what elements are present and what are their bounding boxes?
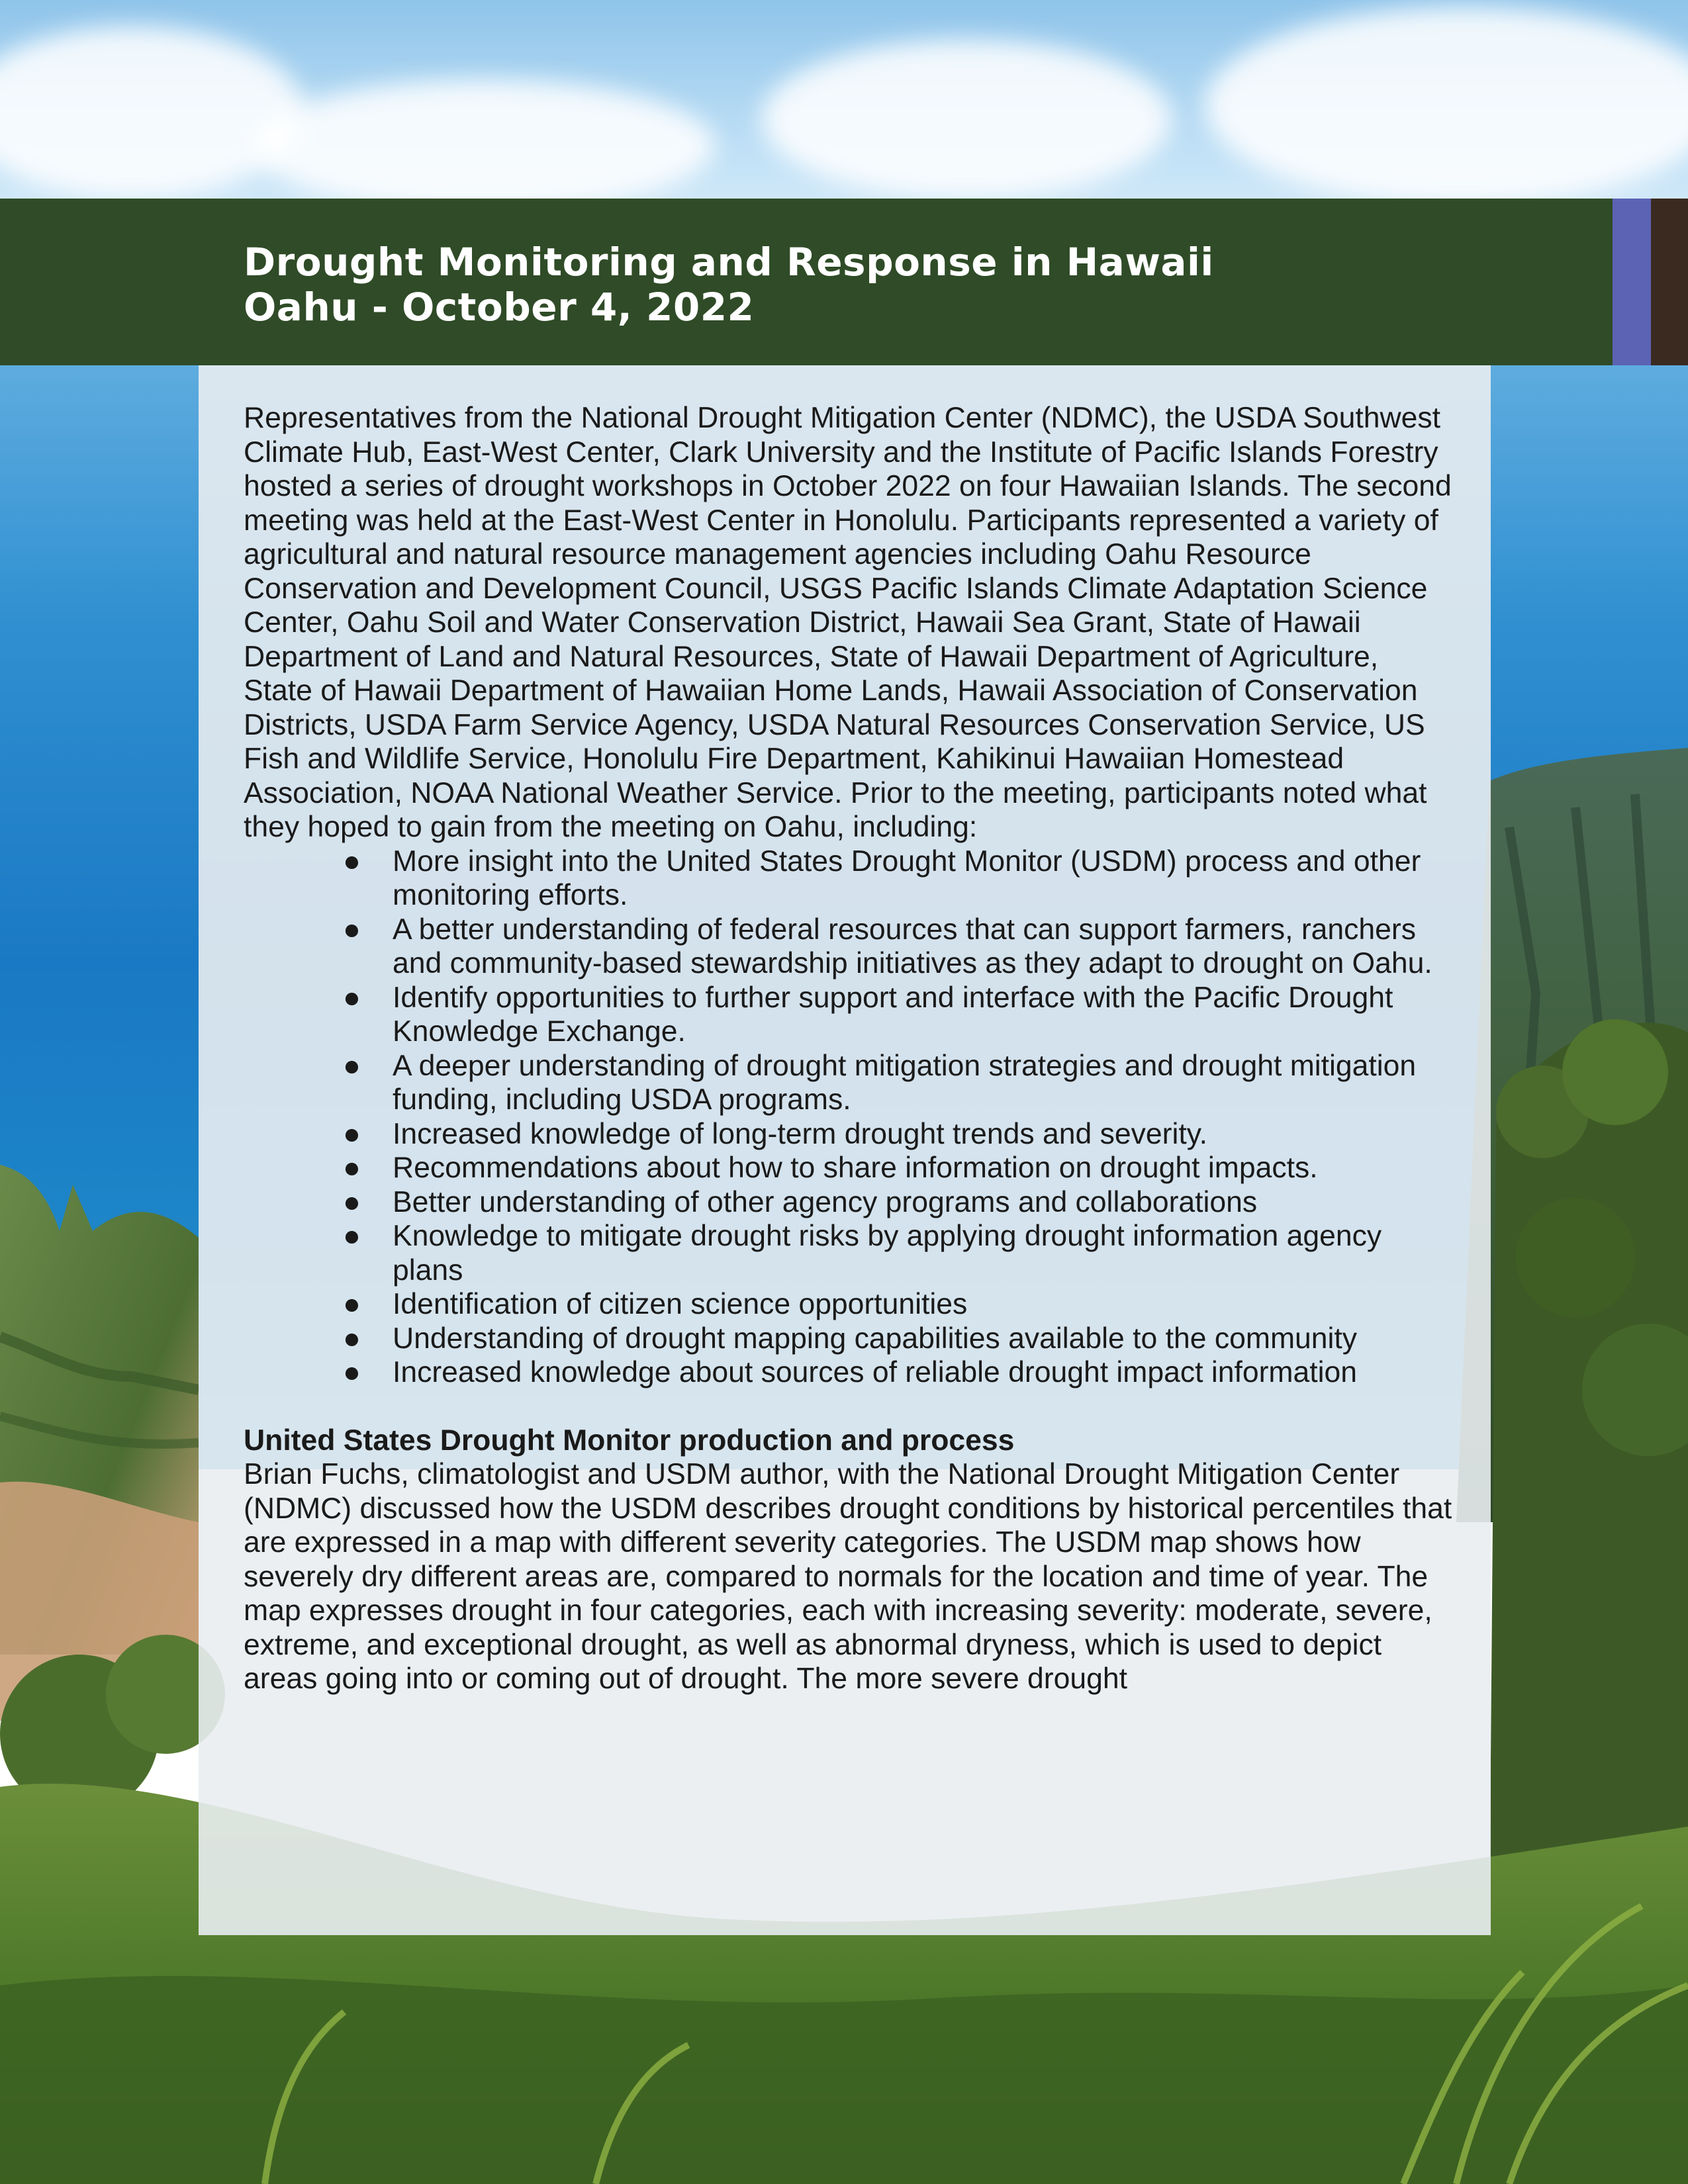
list-item: ● A deeper understanding of drought mitigation strategies and drought mitigation funding, including USDA programs. — [343, 1049, 1417, 1116]
spacer — [244, 1390, 1455, 1424]
page-title — [244, 240, 1214, 330]
list-item: ● Increased knowledge about sources of reliable drought impact information — [343, 1356, 1357, 1388]
section-heading: United States Drought Monitor production and process — [244, 1424, 1015, 1457]
bullet-icon: ● — [343, 1356, 361, 1388]
accent-stripe-blue — [1613, 199, 1651, 365]
bullet-icon: ● — [343, 844, 361, 878]
bullet-icon: ● — [343, 1185, 361, 1218]
title-line-1: Drought Monitoring and Response in Hawaii — [244, 240, 1214, 285]
goals-list — [244, 844, 1455, 1390]
intro-paragraph: Representatives from the National Drought Mitigation Center (NDMC), the USDA Southwest Climate Hub, East-West Center, Clark University and the Institute of Pacific Islands Forestry hosted a series of drought workshops in October 2022 on four Hawaiian Islands. The second meeting was held at the East-West Center in Honolulu. Participants represented a variety of agricultural and natural resource management agencies including Oahu Resource Conservation and Development Council, USGS Pacific Islands Climate Adaptation Science Center, Oahu Soil and Water Conservation District, Hawaii Sea Grant, State of Hawaii Department of Land and Natural Resources, State of Hawaii Department of Agriculture, State of Hawaii Department of Hawaiian Home Lands, Hawaii Association of Conservation Districts, USDA Farm Service Agency, USDA Natural Resources Conservation Service, US Fish and Wildlife Service, Honolulu Fire Department, Kahikinui Hawaiian Homestead Association, NOAA National Weather Service. Prior to the meeting, participants noted what they hoped to gain from the meeting on Oahu, including: — [244, 402, 1452, 843]
title-line-2: Oahu - October 4, 2022 — [244, 285, 755, 330]
list-item: ● Knowledge to mitigate drought risks by applying drought information agency plans — [343, 1220, 1382, 1287]
bullet-icon: ● — [343, 1220, 361, 1252]
list-item: ● Understanding of drought mapping capabilities available to the community — [343, 1322, 1358, 1355]
bullet-icon: ● — [343, 1152, 361, 1184]
list-item: ● Increased knowledge of long-term drought trends and severity. — [343, 1117, 1208, 1150]
right-tree — [1489, 1023, 1688, 1919]
list-item: ● A better understanding of federal resources that can support farmers, ranchers and community-based stewardship initiatives as they adapt to drought on Oahu. — [343, 913, 1432, 979]
bullet-icon: ● — [343, 1322, 361, 1355]
list-item: ● Recommendations about how to share information on drought impacts. — [343, 1152, 1318, 1184]
bullet-icon: ● — [343, 981, 361, 1014]
bullet-icon: ● — [343, 913, 361, 946]
list-item: ● More insight into the United States Drought Monitor (USDM) process and other monitoring efforts. — [343, 844, 1421, 911]
article-body — [244, 401, 1455, 1696]
list-item: ● Better understanding of other agency programs and collaborations — [343, 1185, 1258, 1218]
bullet-icon: ● — [343, 1117, 361, 1150]
list-item: ● Identification of citizen science opportunities — [343, 1288, 968, 1320]
bullet-icon: ● — [343, 1288, 361, 1320]
list-item: ● Identify opportunities to further support and interface with the Pacific Drought Knowledge Exchange. — [343, 981, 1393, 1048]
accent-stripe-brown — [1651, 199, 1688, 365]
bullet-icon: ● — [343, 1049, 361, 1082]
section-paragraph: Brian Fuchs, climatologist and USDM author, with the National Drought Mitigation Center (NDMC) discussed how the USDM describes drought conditions by historical percentiles that are expressed in a map with different severity categories. The USDM map shows how severely dry different areas are, compared to normals for the location and time of year. The map expresses drought in four categories, each with increasing severity: moderate, severe, extreme, and exceptional drought, as well as abnormal dryness, which is used to depict areas going into or coming out of drought. The more severe drought — [244, 1458, 1452, 1695]
